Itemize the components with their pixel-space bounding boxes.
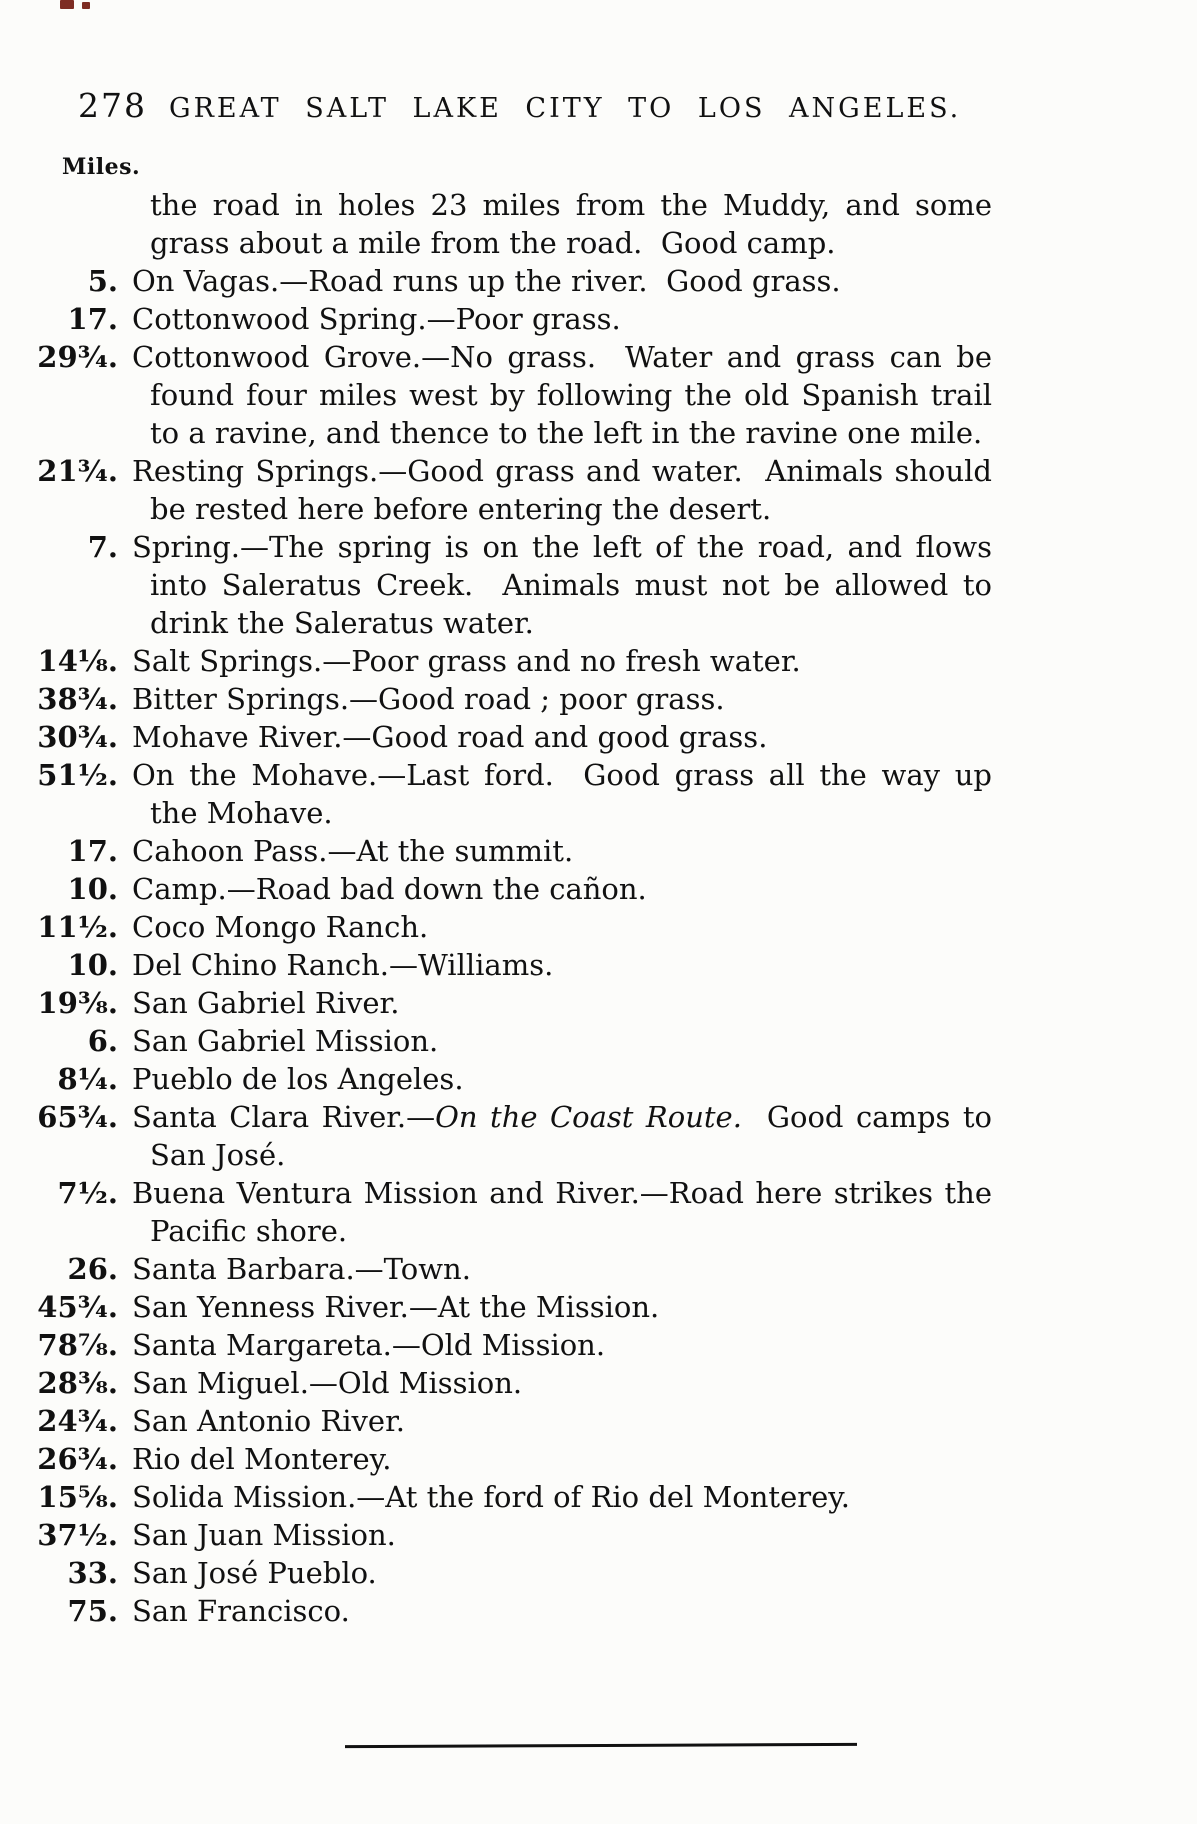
- list-item: [0, 1592, 992, 1630]
- entry-text: [132, 832, 992, 870]
- entry-text-segment: Pueblo de los Angeles.: [132, 1062, 464, 1096]
- list-item: [0, 452, 1002, 528]
- mileage-value: 26¾.: [37, 1442, 118, 1476]
- entry-text-segment: San Yenness River.—At the Mission.: [132, 1290, 660, 1324]
- entry-text: [132, 642, 992, 680]
- entry-text-segment: On Vagas.—Road runs up the river. Good grass.: [132, 264, 841, 298]
- list-item: [0, 528, 1002, 642]
- entry-text-segment: San Gabriel River.: [132, 986, 400, 1020]
- entry-text-segment: San Francisco.: [132, 1594, 350, 1628]
- list-item: [0, 338, 1002, 452]
- list-item: [0, 984, 992, 1022]
- entry-text: [132, 300, 992, 338]
- list-item: [0, 1250, 992, 1288]
- list-item: [0, 1174, 1002, 1250]
- entry-text: [132, 946, 992, 984]
- entry-text-segment: Santa Margareta.—Old Mission.: [132, 1328, 606, 1362]
- entry-text-segment: Coco Mongo Ranch.: [132, 910, 429, 944]
- list-item: [0, 832, 992, 870]
- entry-text-segment: San Juan Mission.: [132, 1518, 396, 1552]
- list-item: [0, 1326, 992, 1364]
- mileage-value: 7½.: [57, 1176, 118, 1210]
- list-item: [0, 1554, 992, 1592]
- mileage-value: 33.: [67, 1556, 118, 1590]
- entry-text-segment: Santa Clara River.—: [132, 1100, 436, 1134]
- mileage-value: 5.: [87, 264, 118, 298]
- entry-text: [132, 338, 1002, 452]
- entry-text-segment: Mohave River.—Good road and good grass.: [132, 720, 768, 754]
- entry-text-segment: Spring.—The spring is on the left of the road, and flows into Saleratus Creek. Animals must not be allowed to drink the Saleratus water.: [132, 530, 1002, 640]
- entry-text: [132, 1250, 992, 1288]
- italic-note: On the Coast Route.: [435, 1100, 742, 1134]
- mileage-value: 19⅜.: [37, 986, 118, 1020]
- entry-text: [132, 1592, 992, 1630]
- entry-text: [132, 1022, 992, 1060]
- mileage-value: 75.: [67, 1594, 118, 1628]
- entry-text-segment: San José Pueblo.: [132, 1556, 377, 1590]
- entry-text: [132, 1440, 992, 1478]
- entry-text: [132, 1364, 992, 1402]
- entry-text: [132, 718, 992, 756]
- entry-text-segment: Salt Springs.—Poor grass and no fresh water.: [132, 644, 801, 678]
- entry-text: [132, 1478, 992, 1516]
- mileage-value: 21¾.: [37, 454, 118, 488]
- entry-text: [132, 452, 1002, 528]
- entry-text: [132, 528, 1002, 642]
- scan-artifact: [82, 2, 90, 9]
- mileage-value: 7.: [87, 530, 118, 564]
- mileage-value: 8¼.: [57, 1062, 118, 1096]
- list-item: [0, 300, 992, 338]
- list-item: [0, 908, 992, 946]
- entry-text-segment: Cahoon Pass.—At the summit.: [132, 834, 574, 868]
- entry-text-segment: Good camps to San José.: [150, 1100, 1002, 1172]
- list-item: [0, 756, 1002, 832]
- running-title: GREAT SALT LAKE CITY TO LOS ANGELES.: [169, 93, 962, 124]
- entry-text-segment: Solida Mission.—At the ford of Rio del Monterey.: [132, 1480, 851, 1514]
- entry-text: [132, 1288, 992, 1326]
- mileage-value: 28⅜.: [37, 1366, 118, 1400]
- list-item: [0, 1098, 1002, 1174]
- route-list: [0, 262, 1002, 1630]
- entry-text: [132, 756, 1002, 832]
- page-header: [78, 86, 961, 125]
- list-item: [0, 946, 992, 984]
- entry-text-segment: San Miguel.—Old Mission.: [132, 1366, 523, 1400]
- list-item: [0, 1440, 992, 1478]
- entry-text: [132, 1402, 992, 1440]
- mileage-value: 6.: [87, 1024, 118, 1058]
- list-item: [0, 1402, 992, 1440]
- entry-text: [132, 1326, 992, 1364]
- list-item: [0, 718, 992, 756]
- list-item: [0, 870, 992, 908]
- entry-text-segment: Camp.—Road bad down the cañon.: [132, 872, 647, 906]
- entry-text-segment: Rio del Monterey.: [132, 1442, 392, 1476]
- mileage-value: 38¾.: [37, 682, 118, 716]
- mileage-value: 65¾.: [37, 1100, 118, 1134]
- entry-text: [132, 984, 992, 1022]
- entry-text: [132, 870, 992, 908]
- entry-text-segment: Del Chino Ranch.—Williams.: [132, 948, 554, 982]
- entry-text-segment: San Antonio River.: [132, 1404, 405, 1438]
- mileage-value: 51½.: [37, 758, 118, 792]
- entry-text: [132, 1060, 992, 1098]
- entry-text: [132, 1554, 992, 1592]
- mileage-value: 78⅞.: [37, 1328, 118, 1362]
- entry-text-segment: Bitter Springs.—Good road ; poor grass.: [132, 682, 725, 716]
- entry-text: [132, 1516, 992, 1554]
- section-end-rule: [345, 1743, 857, 1748]
- mileage-value: 30¾.: [37, 720, 118, 754]
- list-item: [0, 1060, 992, 1098]
- scan-artifact: [60, 0, 74, 9]
- mileage-value: 29¾.: [37, 340, 118, 374]
- list-item: [0, 1516, 992, 1554]
- entry-text-segment: San Gabriel Mission.: [132, 1024, 439, 1058]
- mileage-value: 14⅛.: [37, 644, 118, 678]
- mileage-value: 17.: [67, 834, 118, 868]
- list-item: [0, 1022, 992, 1060]
- entry-text-segment: Resting Springs.—Good grass and water. Animals should be rested here before entering the desert.: [132, 454, 1002, 526]
- entry-text-segment: Cottonwood Grove.—No grass. Water and grass can be found four miles west by following the old Spanish trail to a ravine, and thence to the left in the ravine one mile.: [132, 340, 1002, 450]
- continuation-paragraph: the road in holes 23 miles from the Muddy, and some grass about a mile from the road. Good camp.: [150, 188, 1002, 260]
- page-number: 278: [78, 86, 147, 125]
- list-item: [0, 642, 992, 680]
- entry-text: [132, 262, 992, 300]
- miles-column-label: Miles.: [62, 154, 141, 180]
- mileage-value: 11½.: [37, 910, 118, 944]
- entry-text-segment: Cottonwood Spring.—Poor grass.: [132, 302, 621, 336]
- entry-text: [132, 1098, 1002, 1174]
- list-item: [0, 1288, 992, 1326]
- entry-text-segment: Buena Ventura Mission and River.—Road here strikes the Pacific shore.: [132, 1176, 1002, 1248]
- mileage-value: 45¾.: [37, 1290, 118, 1324]
- mileage-value: 15⅝.: [37, 1480, 118, 1514]
- entry-text-segment: Santa Barbara.—Town.: [132, 1252, 471, 1286]
- list-item: [0, 680, 992, 718]
- mileage-value: 10.: [67, 872, 118, 906]
- entry-text-segment: On the Mohave.—Last ford. Good grass all the way up the Mohave.: [132, 758, 1002, 830]
- list-item: [0, 1478, 992, 1516]
- list-item: [0, 262, 992, 300]
- mileage-value: 26.: [67, 1252, 118, 1286]
- mileage-value: 37½.: [37, 1518, 118, 1552]
- list-item: [0, 1364, 992, 1402]
- mileage-value: 24¾.: [37, 1404, 118, 1438]
- mileage-value: 10.: [67, 948, 118, 982]
- entry-text: [132, 908, 992, 946]
- entry-text: [132, 1174, 1002, 1250]
- itinerary-body: [0, 186, 1002, 1630]
- entry-text: [132, 680, 992, 718]
- mileage-value: 17.: [67, 302, 118, 336]
